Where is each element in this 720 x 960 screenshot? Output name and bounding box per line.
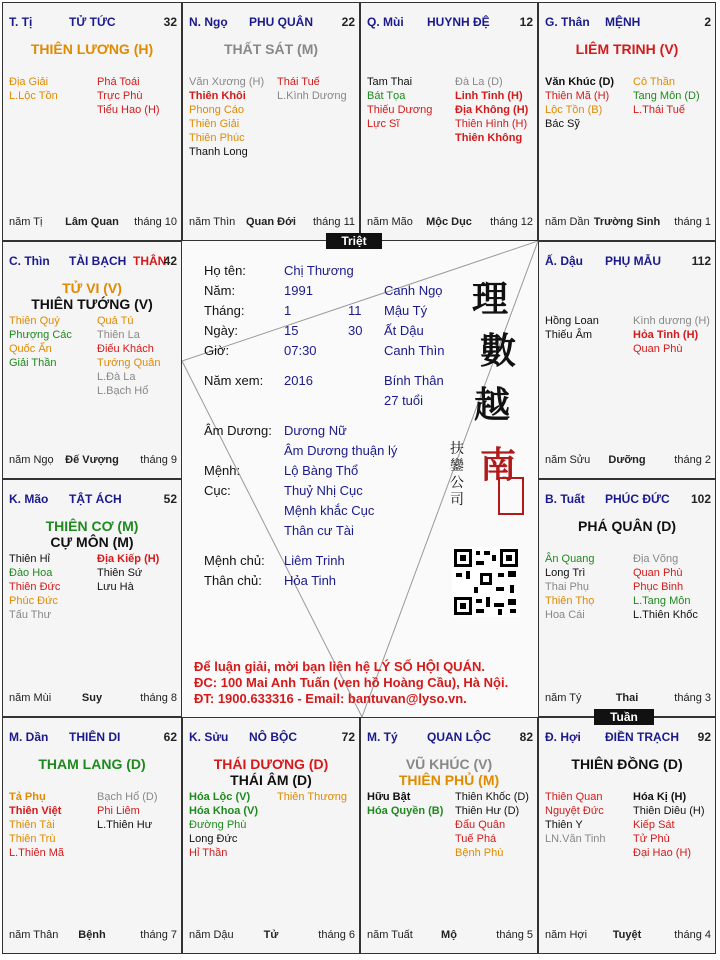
- minor-star: Điếu Khách: [97, 343, 154, 355]
- menh-chu-label: Mệnh chủ:: [204, 553, 265, 568]
- than-marker: THÂN: [133, 254, 167, 268]
- menh-chu-value: Liêm Trinh: [284, 553, 345, 568]
- year-can: Canh Ngọ: [384, 283, 443, 298]
- footer-month: tháng 1: [674, 216, 711, 228]
- footer-month: tháng 2: [674, 454, 711, 466]
- minor-star: Long Đức: [189, 833, 238, 845]
- age-value: 27 tuổi: [384, 393, 424, 408]
- minor-star: L.Thiên Khốc: [633, 609, 698, 621]
- than-chu-value: Hỏa Tinh: [284, 573, 337, 588]
- star-column-right: [97, 75, 182, 117]
- palace-name: PHÚC ĐỨC: [605, 492, 670, 506]
- minor-star: Lưu Hà: [97, 581, 134, 593]
- palace-age: 92: [697, 730, 711, 744]
- tuan-marker: Tuần: [594, 709, 654, 725]
- minor-star: Hóa Quyền (B): [367, 805, 444, 817]
- minor-star: Nguyệt Đức: [545, 805, 604, 817]
- footer-year: năm Mùi: [9, 692, 52, 704]
- minor-star: LN.Văn Tinh: [545, 833, 606, 845]
- minor-star: Thiên Phúc: [189, 132, 245, 144]
- minor-star: Đào Hoa: [9, 567, 53, 579]
- seal-small: 扶鑾公司: [450, 441, 464, 508]
- star-column-right: [455, 790, 538, 860]
- palace-0[interactable]: [2, 2, 182, 241]
- minor-star: Thiên Việt: [9, 805, 62, 817]
- minor-star: Bệnh Phù: [455, 847, 504, 859]
- palace-footer: [543, 692, 711, 706]
- minor-star: Quan Phù: [633, 567, 683, 579]
- minor-star: Tiểu Hao (H): [97, 104, 160, 116]
- minor-star: Bát Tọa: [367, 90, 406, 102]
- footer-month: tháng 8: [140, 692, 177, 704]
- palace-branch: C. Thìn: [9, 254, 50, 268]
- footer-month: tháng 7: [140, 929, 177, 941]
- palace-branch: Đ. Hợi: [545, 730, 581, 744]
- palace-6[interactable]: [2, 479, 182, 717]
- palace-branch: T. Tị: [9, 15, 33, 29]
- footer-year: năm Thìn: [189, 216, 236, 228]
- minor-star: Thiên Y: [545, 819, 583, 831]
- footer-year: năm Ngọ: [9, 454, 54, 466]
- minor-star: Lực Sĩ: [367, 118, 400, 130]
- minor-star: Kiếp Sát: [633, 819, 675, 831]
- palace-footer: [543, 454, 711, 468]
- contact-line-1: Để luận giải, mời bạn liên hệ LÝ SỐ HỘI QUÁN.: [194, 659, 485, 674]
- day-value: 15: [284, 323, 299, 338]
- hour-can: Canh Thìn: [384, 343, 445, 358]
- amduong-label: Âm Dương:: [204, 423, 272, 438]
- seal-char-3: 越: [474, 384, 511, 426]
- minor-star: Hỏa Tinh (H): [633, 329, 699, 341]
- palace-age: 62: [163, 730, 177, 744]
- star-column-right: [455, 75, 538, 145]
- palace-name: PHỤ MẪU: [605, 254, 661, 268]
- star-column-left: [545, 790, 635, 846]
- palace-footer: [7, 216, 177, 230]
- main-star: LIÊM TRINH (V): [575, 41, 679, 57]
- palace-branch: M. Dần: [9, 730, 49, 744]
- palace-age: 12: [519, 15, 533, 29]
- minor-star: Thiên Quý: [9, 315, 60, 327]
- minor-star: Thiên Thọ: [545, 595, 595, 607]
- minor-star: Tử Phù: [633, 833, 670, 845]
- minor-star: Tang Môn (D): [633, 90, 700, 102]
- minor-star: L.Tang Môn: [633, 595, 691, 607]
- qr-code: [452, 547, 520, 617]
- minor-star: Đại Hao (H): [633, 847, 692, 859]
- footer-month: tháng 12: [490, 216, 533, 228]
- minor-star: Giải Thần: [9, 357, 57, 369]
- minor-star: Địa Giải: [9, 76, 49, 88]
- main-star: THIÊN TƯỚNG (V): [31, 296, 153, 312]
- minor-star: Thiên Hình (H): [455, 118, 528, 130]
- main-star: VŨ KHÚC (V): [405, 756, 493, 772]
- footer-year: năm Tuất: [367, 929, 413, 941]
- day-lunar: 30: [348, 323, 363, 338]
- name-value: Chị Thương: [284, 263, 354, 278]
- palace-footer: [7, 692, 177, 706]
- minor-star: Quả Tú: [97, 315, 134, 327]
- palace-name: HUYNH ĐỆ: [427, 15, 490, 29]
- star-column-left: [9, 314, 99, 370]
- triet-marker: Triệt: [326, 233, 382, 249]
- footer-month: tháng 10: [134, 216, 177, 228]
- star-column-left: [9, 75, 99, 103]
- minor-star: Thiên La: [97, 329, 140, 341]
- palace-8[interactable]: [2, 717, 182, 954]
- year-value: 1991: [284, 283, 313, 298]
- seal-char-1: 理: [472, 278, 509, 320]
- palace-header: [543, 254, 711, 268]
- minor-star: Văn Xương (H): [189, 76, 265, 88]
- palace-name: PHU QUÂN: [249, 15, 314, 29]
- palace-footer: [543, 929, 711, 943]
- footer-month: tháng 11: [312, 216, 355, 228]
- palace-age: 2: [704, 15, 711, 29]
- menh-value: Lộ Bàng Thổ: [284, 463, 359, 478]
- palace-header: [187, 15, 355, 29]
- palace-branch: M. Tý: [367, 730, 398, 744]
- than-cu: Thân cư Tài: [284, 523, 354, 538]
- minor-star: Thiên Đức: [9, 581, 61, 593]
- day-label: Ngày:: [204, 323, 238, 338]
- palace-header: [365, 15, 533, 29]
- minor-star: Phục Binh: [633, 581, 684, 593]
- star-column-left: [545, 552, 635, 622]
- view-year-can: Bính Thân: [384, 373, 444, 388]
- star-column-right: [97, 790, 182, 832]
- minor-star: Đà La (D): [455, 76, 503, 88]
- minor-star: Quan Phù: [633, 343, 683, 355]
- month-value: 1: [284, 303, 292, 318]
- palace-footer: [187, 216, 355, 230]
- footer-term: Bệnh: [78, 929, 106, 941]
- hour-label: Giờ:: [204, 343, 230, 358]
- palace-age: 102: [690, 492, 711, 506]
- palace-age: 42: [163, 254, 177, 268]
- minor-star: Thiên Quan: [545, 791, 603, 803]
- palace-branch: Ấ. Dậu: [545, 254, 584, 268]
- amduong-relation: Âm Dương thuận lý: [284, 443, 398, 458]
- footer-month: tháng 3: [674, 692, 711, 704]
- footer-term: Thai: [615, 692, 639, 704]
- minor-star: Đẩu Quân: [455, 819, 506, 831]
- minor-star: L.Bạch Hổ: [97, 385, 149, 397]
- main-star: THẤT SÁT (M): [223, 41, 319, 57]
- minor-star: Hóa Khoa (V): [189, 805, 259, 817]
- minor-star: Địa Võng: [633, 553, 679, 565]
- palace-footer: [365, 216, 533, 230]
- minor-star: Thiên Khốc (D): [455, 791, 529, 803]
- minor-star: Thiếu Âm: [545, 329, 593, 341]
- footer-term: Dưỡng: [608, 454, 646, 466]
- footer-term: Lâm Quan: [65, 216, 119, 228]
- palace-name: THIÊN DI: [69, 730, 121, 744]
- palace-footer: [543, 216, 711, 230]
- palace-name: TÀI BẠCH: [69, 254, 127, 268]
- view-year-label: Năm xem:: [204, 373, 264, 388]
- palace-age: 112: [691, 254, 711, 268]
- minor-star: Kình dương (H): [633, 315, 710, 327]
- footer-term: Tử: [263, 929, 279, 941]
- palace-header: [7, 15, 177, 29]
- day-can: Ất Dậu: [384, 323, 424, 338]
- palace-age: 52: [163, 492, 177, 506]
- main-star: THAM LANG (D): [38, 756, 146, 772]
- palace-name: MỆNH: [605, 15, 641, 29]
- main-star: THÁI DƯƠNG (D): [213, 756, 329, 772]
- footer-month: tháng 5: [496, 929, 533, 941]
- minor-star: Thiên Tài: [9, 819, 55, 831]
- minor-star: Lộc Tồn (B): [545, 104, 603, 116]
- minor-star: Hồng Loan: [545, 315, 599, 327]
- minor-star: Phượng Các: [9, 329, 72, 341]
- minor-star: Hóa Lộc (V): [189, 791, 251, 803]
- footer-year: năm Thân: [9, 929, 59, 941]
- star-column-right: [633, 75, 716, 117]
- seal-char-2: 數: [480, 330, 517, 372]
- star-column-left: [545, 314, 635, 342]
- minor-star: L.Thái Tuế: [633, 104, 685, 116]
- palace-branch: G. Thân: [545, 15, 590, 29]
- footer-term: Trường Sinh: [593, 216, 661, 228]
- minor-star: Hoa Cái: [545, 609, 585, 621]
- palace-2[interactable]: [360, 2, 538, 241]
- hour-value: 07:30: [284, 343, 317, 358]
- palace-age: 32: [163, 15, 177, 29]
- footer-month: tháng 6: [318, 929, 355, 941]
- palace-header: [365, 730, 533, 744]
- palace-branch: K. Mão: [9, 492, 49, 506]
- cuc-value: Thuỷ Nhị Cục: [284, 483, 363, 498]
- footer-term: Quan Đới: [246, 216, 296, 228]
- footer-term: Đế Vượng: [65, 454, 119, 466]
- footer-year: năm Sửu: [545, 454, 591, 466]
- minor-star: Bạch Hổ (D): [97, 791, 158, 803]
- minor-star: Cô Thần: [633, 76, 675, 88]
- palace-footer: [7, 454, 177, 468]
- palace-header: [543, 15, 711, 29]
- main-star: TỬ VI (V): [62, 280, 122, 296]
- palace-branch: N. Ngọ: [189, 15, 228, 29]
- minor-star: Phá Toái: [97, 76, 140, 88]
- minor-star: Phong Cáo: [189, 104, 245, 116]
- star-column-left: [9, 790, 99, 860]
- main-star: CỰ MÔN (M): [50, 534, 134, 550]
- minor-star: Hỉ Thần: [189, 847, 228, 859]
- minor-star: Văn Khúc (D): [545, 76, 615, 88]
- minor-star: Hóa Kị (H): [633, 791, 687, 803]
- footer-term: Tuyệt: [612, 929, 642, 941]
- minor-star: Thiên Hư (D): [455, 805, 520, 817]
- footer-year: năm Hợi: [545, 929, 588, 941]
- palace-age: 72: [341, 730, 355, 744]
- menh-label: Mệnh:: [204, 463, 241, 478]
- minor-star: Ân Quang: [545, 553, 595, 565]
- minor-star: L.Đà La: [97, 371, 136, 383]
- contact-line-2: ĐC: 100 Mai Anh Tuấn (ven hồ Hoàng Cầu), Hà Nội.: [194, 675, 509, 690]
- palace-age: 82: [519, 730, 533, 744]
- minor-star: Thiếu Dương: [367, 104, 433, 116]
- minor-star: Trực Phù: [97, 90, 143, 102]
- minor-star: Bác Sỹ: [545, 118, 580, 130]
- minor-star: Phi Liêm: [97, 805, 140, 817]
- palace-header: [543, 492, 711, 506]
- qr-pattern: [452, 547, 520, 617]
- palace-name: QUAN LỘC: [427, 730, 491, 744]
- palace-name: NÔ BỘC: [249, 730, 297, 744]
- minor-star: Tả Phụ: [9, 791, 46, 803]
- minor-star: Địa Kiếp (H): [97, 553, 160, 565]
- footer-month: tháng 9: [140, 454, 177, 466]
- minor-star: Long Trì: [545, 567, 586, 579]
- minor-star: L.Thiên Mã: [9, 847, 65, 859]
- footer-term: Mộc Dục: [426, 216, 472, 228]
- footer-term: Suy: [81, 692, 103, 704]
- minor-star: Thiên Mã (H): [545, 90, 610, 102]
- minor-star: Địa Không (H): [455, 104, 529, 116]
- star-column-right: [633, 314, 716, 356]
- minor-star: Thiên Giải: [189, 118, 240, 130]
- footer-year: năm Mão: [367, 216, 413, 228]
- palace-footer: [365, 929, 533, 943]
- footer-year: năm Tý: [545, 692, 582, 704]
- palace-branch: K. Sửu: [189, 730, 229, 744]
- footer-month: tháng 4: [674, 929, 711, 941]
- star-column-right: [97, 552, 182, 594]
- red-stamp: [498, 477, 524, 515]
- main-star: THÁI ÂM (D): [230, 772, 312, 788]
- main-star: THIÊN LƯƠNG (H): [30, 41, 154, 57]
- palace-5[interactable]: [538, 241, 716, 479]
- minor-star: L.Thiên Hư: [97, 819, 153, 831]
- minor-star: Thiên Hỉ: [9, 553, 50, 565]
- seal-char-4: 南: [480, 444, 517, 486]
- palace-name: TẬT ÁCH: [69, 492, 122, 506]
- star-column-right: [277, 75, 360, 103]
- minor-star: Phúc Đức: [9, 595, 58, 607]
- palace-3[interactable]: [538, 2, 716, 241]
- star-column-right: [633, 790, 716, 860]
- star-column-right: [277, 790, 360, 804]
- minor-star: Linh Tinh (H): [455, 90, 523, 102]
- palace-footer: [7, 929, 177, 943]
- minor-star: Tướng Quân: [97, 357, 161, 369]
- main-star: PHÁ QUÂN (D): [578, 518, 676, 534]
- palace-age: 22: [341, 15, 355, 29]
- minor-star: Thiên Trù: [9, 833, 56, 845]
- palace-10[interactable]: [360, 717, 538, 954]
- minor-star: Thanh Long: [189, 146, 248, 158]
- palace-footer: [187, 929, 355, 943]
- minor-star: Thai Phụ: [545, 581, 590, 593]
- footer-term: Mộ: [441, 929, 457, 941]
- palace-1[interactable]: [182, 2, 360, 241]
- month-label: Tháng:: [204, 303, 245, 318]
- view-year-value: 2016: [284, 373, 313, 388]
- contact-line-3: ĐT: 1900.633316 - Email: bantuvan@lyso.vn.: [194, 691, 467, 706]
- minor-star: Đường Phù: [189, 819, 247, 831]
- star-column-left: [189, 790, 279, 860]
- minor-star: Tấu Thư: [9, 609, 52, 621]
- palace-4[interactable]: [2, 241, 182, 479]
- minor-star: L.Lộc Tồn: [9, 90, 58, 102]
- minor-star: Thiên Thương: [277, 791, 348, 803]
- palace-header: [543, 730, 711, 744]
- minor-star: Thiên Sứ: [97, 567, 143, 579]
- than-chu-label: Thân chủ:: [204, 573, 262, 588]
- amduong-value: Dương Nữ: [284, 423, 347, 438]
- cuc-relation: Mệnh khắc Cục: [284, 503, 375, 518]
- star-column-left: [367, 75, 457, 131]
- minor-star: Tam Thai: [367, 76, 413, 88]
- star-column-left: [367, 790, 457, 818]
- palace-header: [7, 730, 177, 744]
- footer-year: năm Dậu: [189, 929, 234, 941]
- name-label: Họ tên:: [204, 263, 246, 278]
- minor-star: Tuế Phá: [455, 833, 497, 845]
- minor-star: Hữu Bật: [367, 791, 411, 803]
- footer-year: năm Tị: [9, 216, 43, 228]
- year-label: Năm:: [204, 283, 236, 298]
- palace-branch: Q. Mùi: [367, 15, 404, 29]
- palace-11[interactable]: [538, 717, 716, 954]
- star-column-right: [97, 314, 182, 398]
- month-lunar: 11: [348, 303, 362, 318]
- month-can: Mậu Tý: [384, 303, 428, 318]
- palace-branch: B. Tuất: [545, 492, 585, 506]
- star-column-left: [9, 552, 99, 622]
- star-column-right: [633, 552, 716, 622]
- minor-star: Thiên Không: [455, 132, 523, 144]
- palace-name: ĐIỀN TRẠCH: [605, 730, 679, 744]
- main-star: THIÊN ĐỒNG (D): [571, 756, 683, 772]
- palace-name: TỬ TỨC: [69, 15, 116, 29]
- palace-9[interactable]: [182, 717, 360, 954]
- minor-star: Thiên Khôi: [189, 90, 246, 102]
- main-star: THIÊN PHỦ (M): [398, 772, 500, 788]
- palace-header: [7, 254, 177, 268]
- cuc-label: Cục:: [204, 483, 231, 498]
- minor-star: L.Kình Dương: [277, 90, 347, 102]
- footer-year: năm Dần: [545, 216, 590, 228]
- star-column-left: [189, 75, 279, 159]
- center-info-panel: [182, 241, 538, 717]
- minor-star: Quốc Ấn: [9, 343, 52, 355]
- minor-star: Thái Tuế: [277, 76, 320, 88]
- palace-header: [7, 492, 177, 506]
- minor-star: Thiên Diêu (H): [633, 805, 705, 817]
- main-star: THIÊN CƠ (M): [45, 518, 139, 534]
- star-column-left: [545, 75, 635, 131]
- palace-7[interactable]: [538, 479, 716, 717]
- palace-header: [187, 730, 355, 744]
